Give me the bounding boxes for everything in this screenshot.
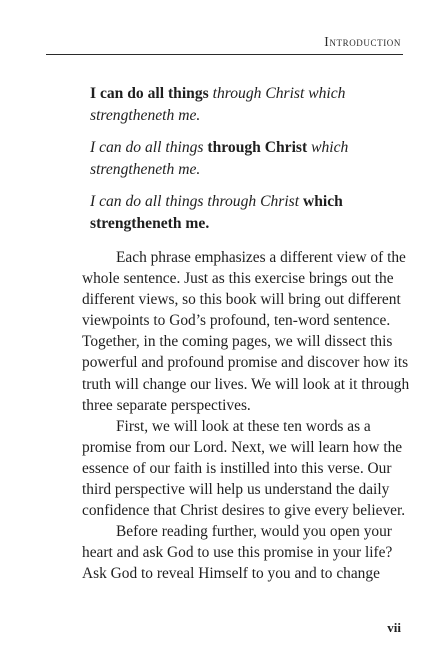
- running-head: Introduction: [324, 34, 401, 49]
- verse-emphasis-3: [90, 191, 385, 235]
- paragraph-line: whole sentence. Just as this exercise brings out the: [82, 270, 394, 288]
- page-number: vii: [387, 620, 401, 635]
- paragraph-1: [46, 247, 410, 416]
- paragraph-line: First, we will look at these ten words as a: [116, 417, 371, 435]
- paragraph-line: essence of our faith is instilled into this verse. Our: [82, 459, 392, 477]
- body-text: [46, 247, 410, 585]
- verse-emphasis-list: [90, 83, 385, 245]
- verse-emphasis-1: [90, 83, 385, 127]
- paragraph-line: different views, so this book will bring out different: [82, 291, 401, 309]
- verse-2-italic: I can do all things: [90, 139, 208, 156]
- paragraph-line: third perspective will help us understand the daily: [82, 481, 390, 499]
- paragraph-line: three separate perspectives.: [82, 396, 251, 414]
- paragraph-line: truth will change our lives. We will look at it through: [82, 375, 410, 393]
- verse-1-italic: through Christ which: [208, 85, 346, 102]
- header-rule: [46, 54, 403, 55]
- paragraph-2: [46, 416, 406, 521]
- verse-2-italic-tail: which: [307, 139, 349, 156]
- verse-3-line2: strengtheneth me.: [90, 215, 210, 232]
- paragraph-line: Ask God to reveal Himself to you and to change: [82, 565, 380, 583]
- verse-3-bold: which: [302, 193, 343, 210]
- paragraph-3: [46, 521, 401, 584]
- verse-2-line2: strengtheneth me.: [90, 161, 201, 178]
- paragraph-line: Before reading further, would you open your: [116, 523, 392, 541]
- paragraph-line: promise from our Lord. Next, we will learn how the: [82, 438, 403, 456]
- verse-1-bold: I can do all things: [90, 85, 209, 102]
- verse-3-italic: I can do all things through Christ: [90, 193, 303, 210]
- paragraph-line: confidence that Christ desires to give every believer.: [82, 502, 406, 520]
- verse-1-line2: strengtheneth me.: [90, 107, 201, 124]
- paragraph-line: powerful and profound promise and discover how its: [82, 354, 409, 372]
- paragraph-line: viewpoints to God’s profound, ten-word sentence.: [82, 312, 391, 330]
- paragraph-line: Each phrase emphasizes a different view of the: [116, 249, 406, 266]
- paragraph-line: Together, in the coming pages, we will dissect this: [82, 333, 393, 351]
- verse-2-bold: through Christ: [207, 139, 308, 156]
- verse-emphasis-2: [90, 137, 385, 181]
- paragraph-line: heart and ask God to use this promise in your life?: [82, 544, 393, 562]
